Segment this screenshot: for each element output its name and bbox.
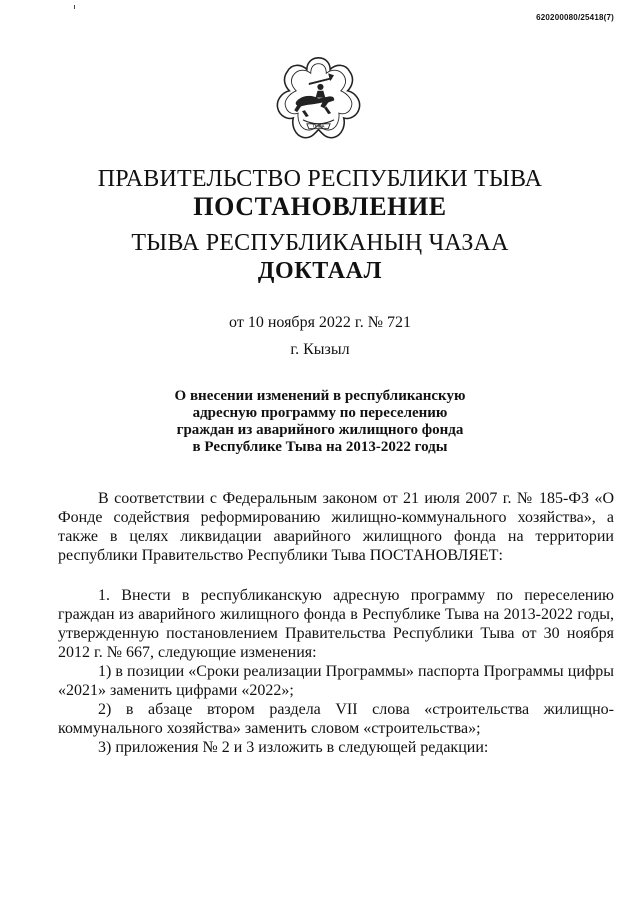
government-title: ПРАВИТЕЛЬСТВО РЕСПУБЛИКИ ТЫВА xyxy=(97,166,543,192)
subclause-2-paragraph: 2) в абзаце втором раздела VII слова «строительства жилищно-коммунального хозяйства» заменить словом «строительства»; xyxy=(58,701,614,737)
clause-1-paragraph: 1. Внести в республиканскую адресную программу по переселению граждан из аварийного жилищного фонда в Республике Тыва на 2013-2022 годы, утвержденную постановлением Правительства Республики Тыва от 30 ноября 2012 г. № 667, следующие изменения: xyxy=(58,587,614,661)
scan-speck xyxy=(74,5,75,9)
subclause-1-paragraph: 1) в позиции «Сроки реализации Программы» паспорта Программы цифры «2021» заменить цифрами «2022»; xyxy=(58,663,614,699)
decree-subject xyxy=(150,388,490,456)
subject-line: О внесении изменений в республиканскую xyxy=(174,388,466,404)
decree-title: ПОСТАНОВЛЕНИЕ xyxy=(193,192,447,221)
document-code: 620200080/25418(7) xyxy=(536,13,614,22)
subject-line: граждан из аварийного жилищного фонда xyxy=(176,422,464,438)
decree-date-number: от 10 ноября 2022 г. № 721 xyxy=(229,314,411,331)
decree-body xyxy=(58,489,614,757)
preamble-paragraph: В соответствии с Федеральным законом от 21 июля 2007 г. № 185-ФЗ «О Фонде содействия реформированию жилищно-коммунального хозяйства», а также в целях ликвидации аварийного жилищного фонда на территории республики Правительство Республики Тыва ПОСТАНОВЛЯЕТ: xyxy=(58,490,614,564)
subject-line: адресную программу по переселению xyxy=(192,405,448,421)
government-title-tuvan: ТЫВА РЕСПУБЛИКАНЫҢ ЧАЗАА xyxy=(131,230,509,256)
decree-title-tuvan: ДОКТААЛ xyxy=(257,258,383,284)
emblem-label: ТЫВА xyxy=(312,123,325,129)
subclause-3-paragraph: 3) приложения № 2 и 3 изложить в следующей редакции: xyxy=(98,739,489,756)
tuva-emblem-icon xyxy=(270,52,367,149)
decree-city: г. Кызыл xyxy=(290,341,350,358)
subject-line: в Республике Тыва на 2013-2022 годы xyxy=(192,439,448,455)
